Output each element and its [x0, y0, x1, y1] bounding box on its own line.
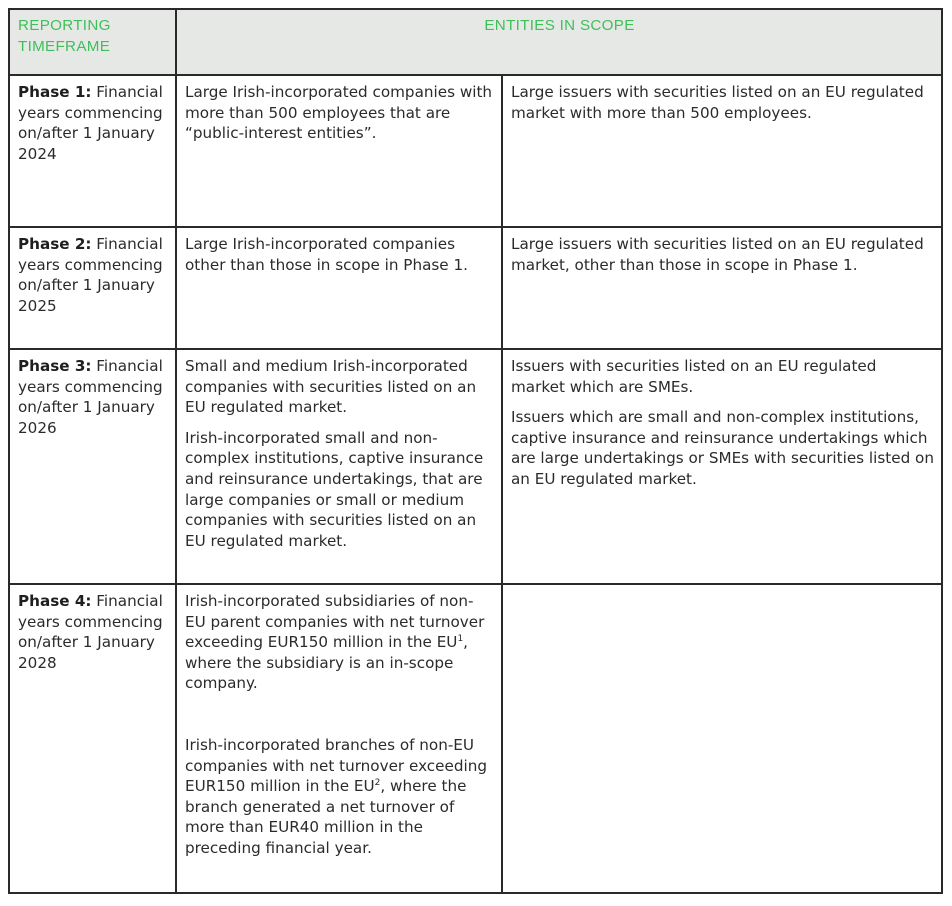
issuers-cell — [502, 227, 942, 349]
phase-label: Phase 1: — [18, 83, 92, 101]
phase-label: Phase 4: — [18, 592, 92, 610]
companies-text: Irish-incorporated subsidiaries of non-EU parent companies with net turnover exceeding EUR150 million in the $EU^1$, where the subsidiary is an in-scope company. — [185, 592, 485, 693]
header-entities-in-scope: ENTITIES IN SCOPE — [176, 9, 942, 75]
issuers-text: Large issuers with securities listed on an EU regulated market with more than 500 employees. — [511, 83, 924, 122]
companies-text: Large Irish-incorporated companies with more than 500 employees that are “public-interest entities”. — [185, 83, 493, 143]
timeframe-cell — [9, 75, 176, 227]
timeframe-text: Financial years commencing on/after 1 January 2024 — [18, 83, 163, 163]
table-row — [9, 75, 942, 227]
issuers-text: Issuers with securities listed on an EU regulated market which are SMEs. — [511, 357, 877, 396]
timeframe-cell — [9, 349, 176, 584]
entities-scope-table — [8, 8, 943, 894]
footnote-marker: 1 — [457, 634, 464, 645]
table-row — [9, 227, 942, 349]
timeframe-cell — [9, 227, 176, 349]
timeframe-text: Financial years commencing on/after 1 January 2025 — [18, 235, 163, 315]
table-row — [9, 584, 942, 893]
phase-label: Phase 2: — [18, 235, 92, 253]
companies-cell — [176, 584, 502, 893]
issuers-cell — [502, 349, 942, 584]
table-header-row — [9, 9, 942, 75]
footnote-marker: 2 — [374, 778, 381, 789]
timeframe-cell — [9, 584, 176, 893]
companies-text: Small and medium Irish-incorporated companies with securities listed on an EU regulated market. — [185, 357, 477, 417]
issuers-text: Issuers which are small and non-complex institutions, captive insurance and reinsurance undertakings which are large undertakings or SMEs with securities listed on an EU regulated market. — [511, 408, 934, 488]
companies-cell — [176, 349, 502, 584]
timeframe-text: Financial years commencing on/after 1 January 2028 — [18, 592, 163, 672]
companies-cell — [176, 227, 502, 349]
issuers-cell — [502, 75, 942, 227]
companies-text: Large Irish-incorporated companies other than those in scope in Phase 1. — [185, 235, 468, 274]
table-row — [9, 349, 942, 584]
header-reporting-timeframe: REPORTING TIMEFRAME — [9, 9, 176, 75]
timeframe-text: Financial years commencing on/after 1 January 2026 — [18, 357, 163, 437]
companies-cell — [176, 75, 502, 227]
phase-label: Phase 3: — [18, 357, 92, 375]
issuers-cell-empty — [502, 584, 942, 893]
companies-text: Irish-incorporated branches of non-EU companies with net turnover exceeding EUR150 million in the $EU^2$, where the branch generated a net turnover of more than EUR40 million in the preceding financial year. — [185, 735, 487, 857]
companies-text: Irish-incorporated small and non-complex institutions, captive insurance and reinsurance undertakings, that are large companies or small or medium companies with securities listed on an EU regulated market. — [185, 428, 484, 550]
issuers-text: Large issuers with securities listed on an EU regulated market, other than those in scope in Phase 1. — [511, 235, 924, 274]
